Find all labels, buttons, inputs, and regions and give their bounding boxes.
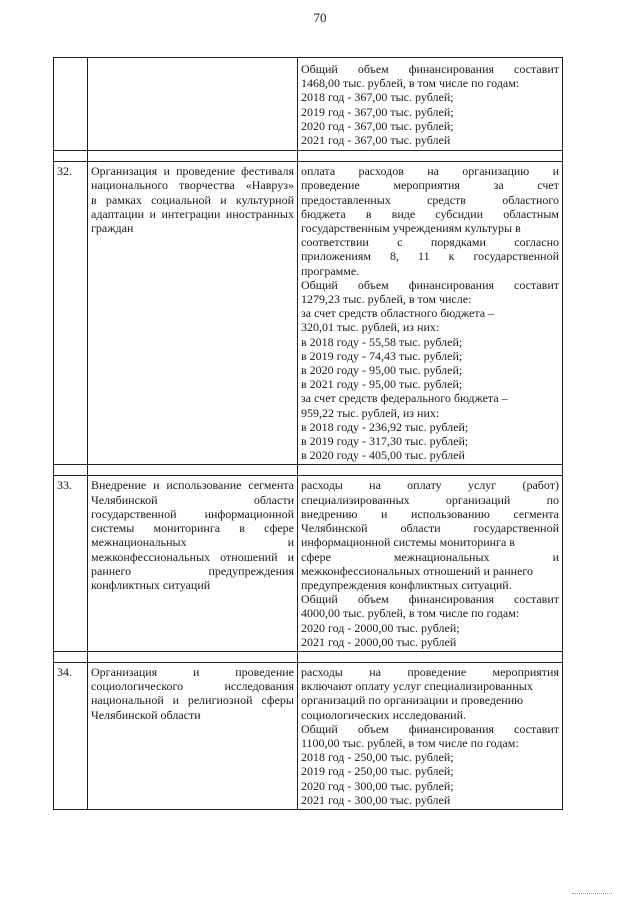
funding-description-line: в 2018 году - 55,58 тыс. рублей; <box>301 334 463 349</box>
scan-artifact <box>572 893 612 896</box>
program-measures-table <box>53 57 563 810</box>
funding-description-line: 959,22 тыс. рублей, из них: <box>301 405 440 420</box>
funding-description-line: расходы на проведение мероприятия <box>301 664 559 679</box>
measure-name-line: Организация и проведение фестиваля <box>91 164 294 179</box>
funding-description-line: в 2018 году - 236,92 тыс. рублей; <box>301 419 469 434</box>
measure-name-line: Внедрение и использование сегмента <box>91 478 294 493</box>
funding-description-line: 1279,23 тыс. рублей, в том числе: <box>301 292 472 307</box>
funding-description-line: государственным учреждениям культуры в <box>301 221 521 236</box>
measure-name-line: национальной и религиозной сферы <box>91 693 294 708</box>
funding-description-line: сфере межнациональных и <box>301 549 559 564</box>
funding-description-line: 4000,00 тыс. рублей, в том числе по годам: <box>301 606 520 621</box>
measure-name-line: национального творчества «Навруз» <box>91 178 294 193</box>
funding-description-line: в 2019 году - 74,43 тыс. рублей; <box>301 348 463 363</box>
funding-description-line: 2019 год - 250,00 тыс. рублей; <box>301 764 454 779</box>
measure-name-cell <box>88 662 298 809</box>
measure-name-line: раннего предупреждения <box>91 563 294 578</box>
measure-name-cell <box>88 58 298 151</box>
funding-description-line: 2018 год - 367,00 тыс. рублей; <box>301 90 454 105</box>
funding-description-line: 2020 год - 2000,00 тыс. рублей; <box>301 620 460 635</box>
spacer-cell <box>88 465 298 476</box>
measure-name-line: межконфессиональных отношений и <box>91 549 294 564</box>
row-number-cell <box>54 162 88 465</box>
page-number: 70 <box>313 10 327 25</box>
funding-description-line: программе. <box>301 263 360 278</box>
funding-description-line: 320,01 тыс. рублей, из них: <box>301 320 440 335</box>
funding-description-line: 1100,00 тыс. рублей, в том числе по годам: <box>301 735 519 750</box>
measure-name-line: Челябинской области <box>91 707 201 722</box>
spacer-cell <box>298 151 563 162</box>
measure-name-cell <box>88 162 298 465</box>
funding-description-line: проведение мероприятия за счет <box>301 178 559 193</box>
measure-name-line: адаптации и интеграции иностранных <box>91 206 294 221</box>
funding-description-line: за счет средств областного бюджета – <box>301 306 495 321</box>
funding-description-line: за счет средств федерального бюджета – <box>301 391 508 406</box>
funding-description-line: соответствии с порядками согласно <box>301 235 559 250</box>
row-spacer <box>54 465 563 476</box>
table-row <box>54 162 563 465</box>
measure-name-line: граждан <box>91 221 134 236</box>
funding-description-line: в 2019 году - 317,30 тыс. рублей; <box>301 434 469 449</box>
funding-description-line: информационной системы мониторинга в <box>301 535 515 550</box>
spacer-cell <box>88 651 298 662</box>
row-spacer <box>54 151 563 162</box>
funding-description-line: 2020 год - 300,00 тыс. рублей; <box>301 778 454 793</box>
measure-name-line: социологического исследования <box>91 679 294 694</box>
measure-name-line: Челябинской области <box>91 492 294 507</box>
funding-description-cell <box>298 476 563 651</box>
row-number: 32. <box>57 164 72 179</box>
funding-description-line: межконфессиональных отношений и раннего <box>301 563 534 578</box>
funding-description-line: бюджета в виде субсидии областным <box>301 206 559 221</box>
table-row <box>54 662 563 809</box>
spacer-cell <box>298 465 563 476</box>
spacer-cell <box>54 151 88 162</box>
table-row <box>54 58 563 151</box>
row-number: 34. <box>57 664 72 679</box>
measure-name-cell <box>88 476 298 651</box>
measure-name-line: конфликтных ситуаций <box>91 577 211 592</box>
funding-description-line: приложениям 8, 11 к государственной <box>301 249 559 264</box>
row-number-cell <box>54 58 88 151</box>
row-number-cell <box>54 662 88 809</box>
funding-description-line: организаций по организации и проведению <box>301 693 524 708</box>
measure-name-line: межнациональных и <box>91 535 294 550</box>
funding-description-line: расходы на оплату услуг (работ) <box>301 478 559 493</box>
measure-name-line: в рамках социальной и культурной <box>91 192 294 207</box>
row-number-cell <box>54 476 88 651</box>
measure-name-line: системы мониторинга в сфере <box>91 521 294 536</box>
row-number: 33. <box>57 478 72 493</box>
funding-description-line: предоставленных средств областного <box>301 192 559 207</box>
funding-description-line: предупреждения конфликтных ситуаций. <box>301 577 512 592</box>
funding-description-line: 2019 год - 367,00 тыс. рублей; <box>301 104 454 119</box>
spacer-cell <box>88 151 298 162</box>
funding-description-cell <box>298 58 563 151</box>
funding-description-line: 2021 год - 300,00 тыс. рублей <box>301 792 451 807</box>
funding-description-line: Челябинской области государственной <box>301 521 559 536</box>
funding-description-line: 2021 год - 367,00 тыс. рублей <box>301 133 451 148</box>
table-body <box>54 58 563 810</box>
funding-description-line: 2018 год - 250,00 тыс. рублей; <box>301 750 454 765</box>
measure-name-line: Организация и проведение <box>91 664 294 679</box>
funding-description-line: Общий объем финансирования составит <box>301 62 559 76</box>
funding-description-line: специализированных организаций по <box>301 492 559 507</box>
measure-name-line: государственной информационной <box>91 506 294 521</box>
funding-description-line: в 2021 году - 95,00 тыс. рублей; <box>301 377 463 392</box>
funding-description-line: 1468,00 тыс. рублей, в том числе по годам: <box>301 76 520 91</box>
funding-description-line: 2021 год - 2000,00 тыс. рублей <box>301 634 457 649</box>
table-row <box>54 476 563 651</box>
funding-description-cell <box>298 662 563 809</box>
spacer-cell <box>298 651 563 662</box>
funding-description-line: в 2020 году - 405,00 тыс. рублей <box>301 448 465 463</box>
funding-description-line: Общий объем финансирования составит <box>301 592 559 607</box>
funding-description-line: в 2020 году - 95,00 тыс. рублей; <box>301 363 463 378</box>
spacer-cell <box>54 465 88 476</box>
funding-description-cell <box>298 162 563 465</box>
funding-description-line: Общий объем финансирования составит <box>301 721 559 736</box>
row-spacer <box>54 651 563 662</box>
spacer-cell <box>54 651 88 662</box>
funding-description-line: включают оплату услуг специализированных <box>301 679 533 694</box>
funding-description-line: социологических исследований. <box>301 707 467 722</box>
funding-description-line: оплата расходов на организацию и <box>301 164 559 179</box>
funding-description-line: 2020 год - 367,00 тыс. рублей; <box>301 118 454 133</box>
funding-description-line: Общий объем финансирования составит <box>301 277 559 292</box>
funding-description-line: внедрению и использованию сегмента <box>301 506 559 521</box>
